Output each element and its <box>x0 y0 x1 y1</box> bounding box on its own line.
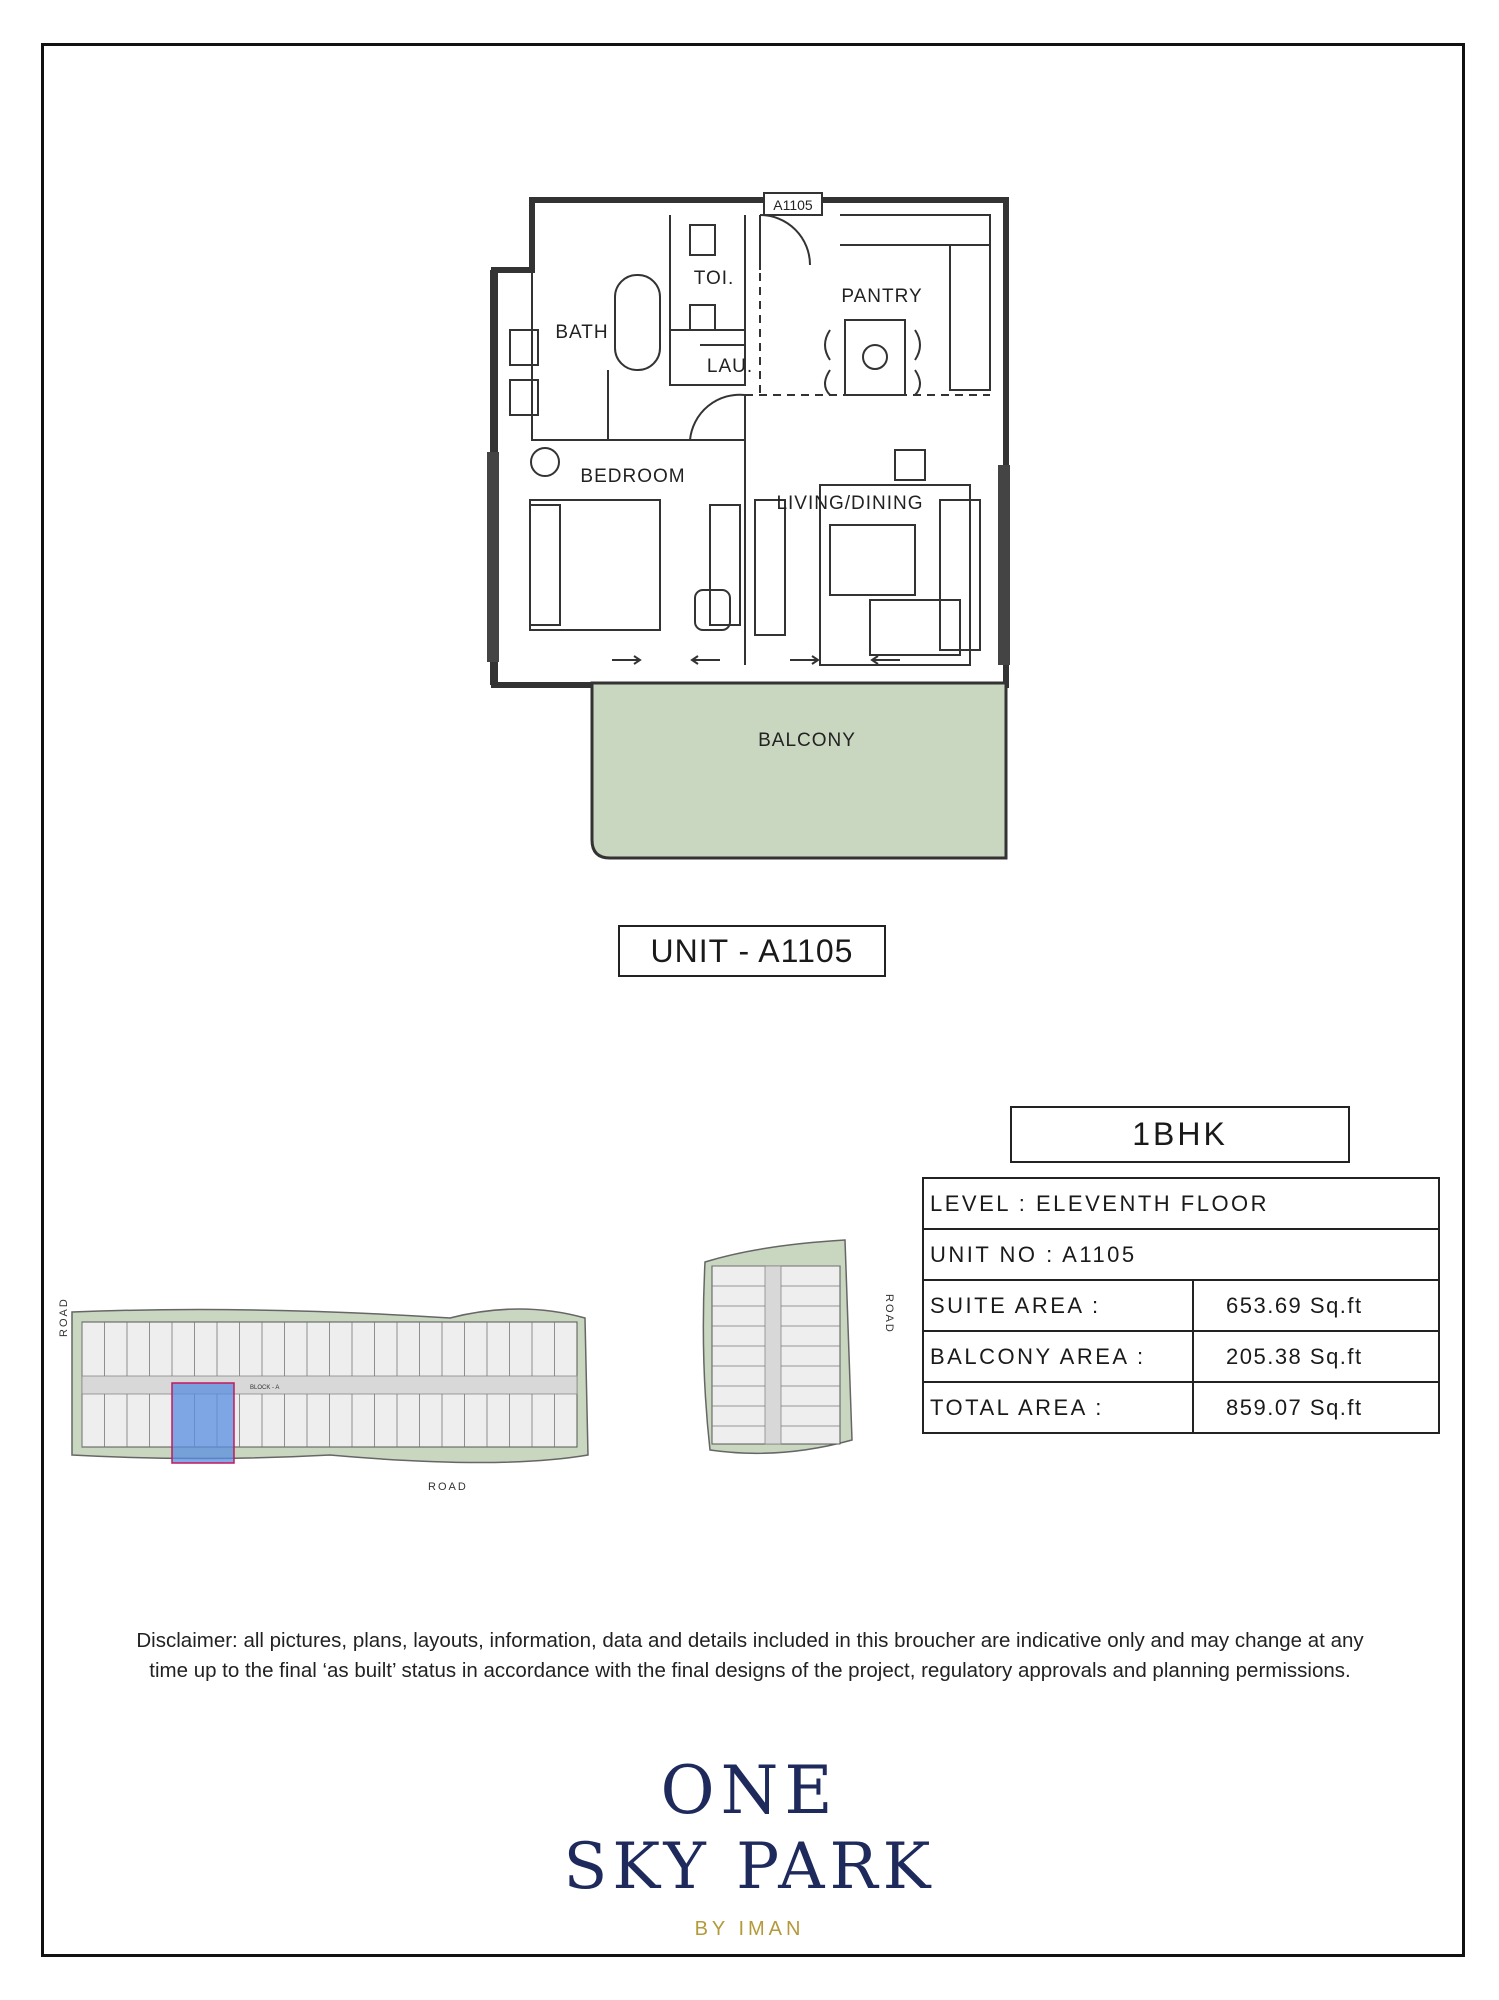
unit-title: UNIT - A1105 <box>618 925 886 977</box>
logo-by-iman: BY IMAN <box>694 1918 805 1940</box>
balcony-area-label: BALCONY AREA : <box>923 1331 1193 1382</box>
spec-row-total <box>923 1382 1439 1433</box>
disclaimer-text: Disclaimer: all pictures, plans, layouts, information, data and details included in this broucher are indicative only and may change at any time up to the final ‘as built’ status in accordance with the final designs of the project, regulatory approvals and planning permissions. <box>136 1629 1364 1682</box>
room-label-laundry: LAU. <box>706 356 754 377</box>
unit-highlight <box>172 1383 234 1463</box>
block-label: BLOCK - A <box>250 1385 280 1391</box>
logo-sky-park: SKY PARK <box>563 1830 936 1904</box>
total-area-value: 859.07 Sq.ft <box>1193 1382 1439 1433</box>
spec-row-unit <box>923 1229 1439 1280</box>
room-label-pantry: PANTRY <box>841 286 923 307</box>
room-label-toilet: TOI. <box>693 268 735 289</box>
room-label-living: LIVING/DINING <box>776 493 924 514</box>
logo-one: ONE <box>660 1752 839 1829</box>
spec-row-balcony <box>923 1331 1439 1382</box>
level-cell: LEVEL : ELEVENTH FLOOR <box>923 1178 1439 1229</box>
suite-area-label: SUITE AREA : <box>923 1280 1193 1331</box>
unit-type-box: 1BHK <box>1010 1106 1350 1163</box>
road-label-right: ROAD <box>883 1294 895 1334</box>
area-spec-table <box>922 1177 1440 1434</box>
door-tag: A1105 <box>773 197 813 213</box>
spec-row-level <box>923 1178 1439 1229</box>
room-label-balcony: BALCONY <box>758 730 856 751</box>
floor-plan <box>480 190 1020 870</box>
balcony-area-value: 205.38 Sq.ft <box>1193 1331 1439 1382</box>
total-area-label: TOTAL AREA : <box>923 1382 1193 1433</box>
room-label-bath: BATH <box>555 322 609 343</box>
unit-no-cell: UNIT NO : A1105 <box>923 1229 1439 1280</box>
room-label-bedroom: BEDROOM <box>580 466 686 487</box>
road-label-bottom: ROAD <box>428 1481 468 1493</box>
suite-area-value: 653.69 Sq.ft <box>1193 1280 1439 1331</box>
balcony-area <box>592 683 1006 858</box>
spec-row-suite <box>923 1280 1439 1331</box>
key-plan-tower <box>690 1230 895 1470</box>
road-label-left: ROAD <box>58 1297 70 1337</box>
key-plan-block <box>58 1297 600 1500</box>
